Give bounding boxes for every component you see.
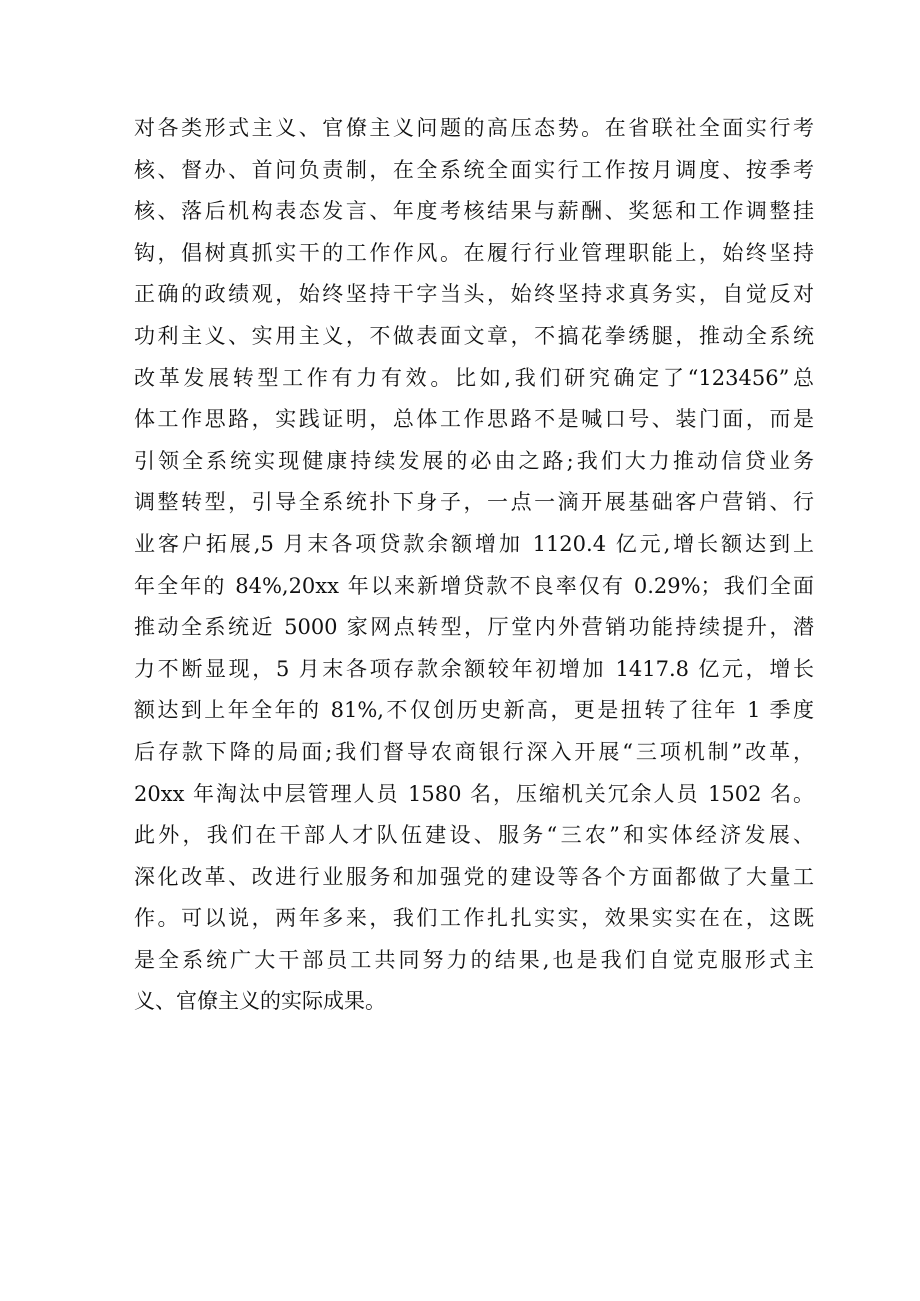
text-line: 体工作思路，实践证明，总体工作思路不是喊口号、装门面，而是 [134,407,814,432]
text-line: 业客户拓展,5 月末各项贷款余额增加 1120.4 亿元,增长额达到上 [134,531,814,556]
text-line: 是全系统广大干部员工共同努力的结果,也是我们自觉克服形式主 [134,947,814,972]
text-line: 改革发展转型工作有力有效。比如,我们研究确定了“123456”总 [134,365,814,390]
text-line: 深化改革、改进行业服务和加强党的建设等各个方面都做了大量工 [134,864,814,889]
text-line: 力不断显现，5 月末各项存款余额较年初增加 1417.8 亿元，增长 [134,656,814,681]
text-line: 引领全系统实现健康持续发展的必由之路;我们大力推动信贷业务 [134,448,814,473]
text-line: 后存款下降的局面;我们督导农商银行深入开展“三项机制”改革， [134,739,814,764]
text-line: 功利主义、实用主义，不做表面文章，不搞花拳绣腿，推动全系统 [134,323,814,348]
text-line: 年全年的 84%,20xx 年以来新增贷款不良率仅有 0.29%；我们全面 [134,573,814,598]
text-line: 作。可以说，两年多来，我们工作扎扎实实，效果实实在在，这既 [134,906,814,931]
text-line: 钩，倡树真抓实干的工作作风。在履行行业管理职能上，始终坚持 [134,240,814,265]
text-line: 20xx 年淘汰中层管理人员 1580 名，压缩机关冗余人员 1502 名。 [134,781,814,806]
text-line: 调整转型，引导全系统扑下身子，一点一滴开展基础客户营销、行 [134,490,814,515]
text-line: 核、落后机构表态发言、年度考核结果与薪酬、奖惩和工作调整挂 [134,199,814,224]
text-line: 正确的政绩观，始终坚持干字当头，始终坚持求真务实，自觉反对 [134,282,814,307]
text-line: 义、官僚主义的实际成果。 [134,989,386,1014]
text-line: 核、督办、首问负责制，在全系统全面实行工作按月调度、按季考 [134,157,814,182]
body-paragraph [134,108,814,1023]
text-line: 推动全系统近 5000 家网点转型，厅堂内外营销功能持续提升，潜 [134,615,814,640]
text-line: 此外，我们在干部人才队伍建设、服务“三农”和实体经济发展、 [134,823,814,848]
text-line: 对各类形式主义、官僚主义问题的高压态势。在省联社全面实行考 [134,116,814,140]
text-line: 额达到上年全年的 81%,不仅创历史新高，更是扭转了往年 1 季度 [134,698,814,723]
